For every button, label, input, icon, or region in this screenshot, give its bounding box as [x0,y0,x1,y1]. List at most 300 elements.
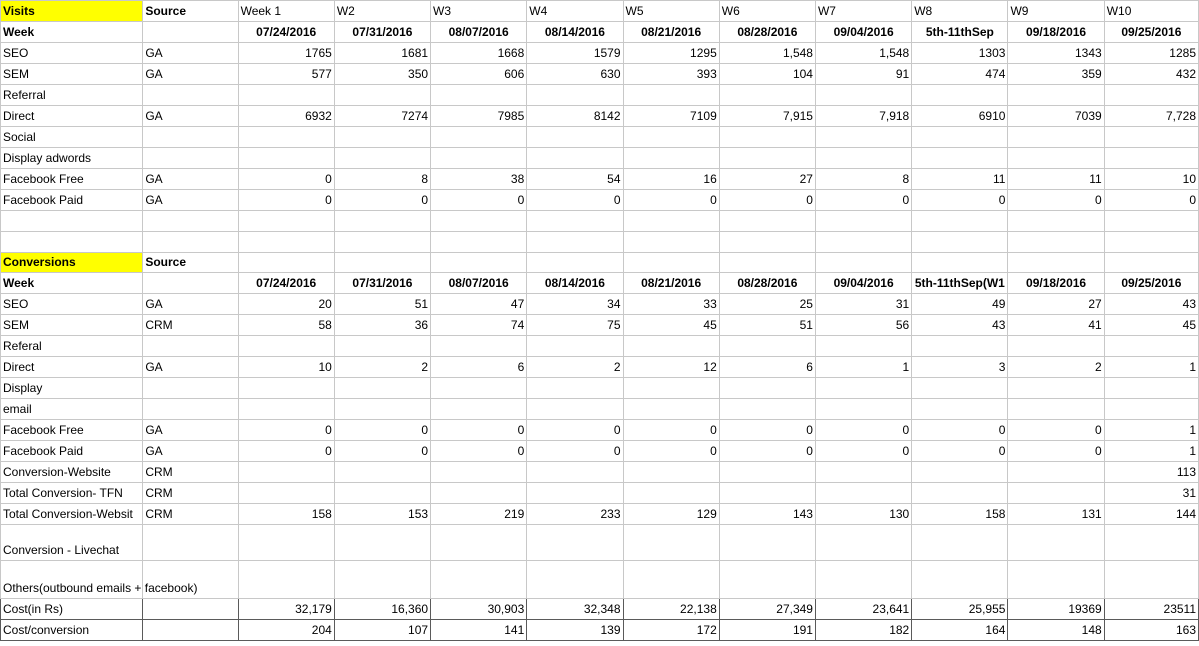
cost-per-conversion-cell[interactable]: 172 [623,620,719,641]
visits-value-cell[interactable]: 11 [912,169,1008,190]
visits-row-source[interactable]: GA [143,190,238,211]
conversions-date-header[interactable]: 09/04/2016 [815,273,911,294]
conversions-date-header[interactable]: 08/07/2016 [431,273,527,294]
visits-value-cell[interactable] [623,85,719,106]
visits-value-cell[interactable]: 6910 [912,106,1008,127]
visits-value-cell[interactable]: 8 [334,169,430,190]
cost-per-conversion-cell[interactable]: 204 [238,620,334,641]
empty-cell[interactable] [334,211,430,232]
empty-cell[interactable] [334,232,430,253]
visits-row-label[interactable]: Social [1,127,143,148]
conversions-row-label[interactable]: Direct [1,357,143,378]
conversions-value-cell[interactable] [527,378,623,399]
empty-cell[interactable] [815,561,911,599]
visits-value-cell[interactable]: 27 [719,169,815,190]
conversions-value-cell[interactable]: 2 [1008,357,1104,378]
empty-cell[interactable] [431,253,527,273]
conversions-value-cell[interactable] [431,483,527,504]
empty-cell[interactable] [527,525,623,561]
cost-per-conversion-cell[interactable]: 107 [334,620,430,641]
cost-value-cell[interactable]: 23,641 [815,599,911,620]
visits-value-cell[interactable]: 0 [238,190,334,211]
empty-cell[interactable] [912,525,1008,561]
conversions-value-cell[interactable] [527,336,623,357]
conversions-value-cell[interactable] [334,399,430,420]
visits-title[interactable]: Visits [1,1,143,22]
visits-date-header[interactable]: 08/21/2016 [623,22,719,43]
visits-value-cell[interactable]: 474 [912,64,1008,85]
conversions-value-cell[interactable] [623,399,719,420]
conversions-value-cell[interactable]: 1 [815,357,911,378]
conversions-value-cell[interactable]: 51 [719,315,815,336]
empty-cell[interactable] [143,22,238,43]
conversions-date-header[interactable]: 07/31/2016 [334,273,430,294]
empty-cell[interactable] [1104,232,1198,253]
conversions-value-cell[interactable]: 0 [815,420,911,441]
conversions-value-cell[interactable] [623,378,719,399]
livechat-label[interactable]: Conversion - Livechat [1,525,143,561]
conversions-row-source[interactable]: GA [143,357,238,378]
visits-value-cell[interactable] [527,148,623,169]
conversions-value-cell[interactable] [623,336,719,357]
conversions-value-cell[interactable]: 0 [334,420,430,441]
visits-date-header[interactable]: 07/24/2016 [238,22,334,43]
conversions-value-cell[interactable]: 0 [912,441,1008,462]
visits-value-cell[interactable] [1104,148,1198,169]
conversions-value-cell[interactable]: 0 [1008,441,1104,462]
conversions-value-cell[interactable] [431,336,527,357]
visits-row-label[interactable]: Facebook Paid [1,190,143,211]
visits-value-cell[interactable]: 577 [238,64,334,85]
visits-value-cell[interactable]: 16 [623,169,719,190]
conversions-value-cell[interactable]: 34 [527,294,623,315]
visits-date-header[interactable]: 08/07/2016 [431,22,527,43]
empty-cell[interactable] [719,232,815,253]
visits-value-cell[interactable]: 91 [815,64,911,85]
visits-value-cell[interactable] [238,148,334,169]
conversions-value-cell[interactable]: 43 [1104,294,1198,315]
conversions-value-cell[interactable]: 153 [334,504,430,525]
visits-value-cell[interactable] [719,85,815,106]
conversions-value-cell[interactable]: 31 [1104,483,1198,504]
conversions-value-cell[interactable] [431,399,527,420]
visits-date-header[interactable]: 07/31/2016 [334,22,430,43]
conversions-row-source[interactable] [143,399,238,420]
conversions-value-cell[interactable] [912,378,1008,399]
conversions-value-cell[interactable]: 130 [815,504,911,525]
conversions-row-source[interactable]: CRM [143,315,238,336]
week-number-header[interactable]: W5 [623,1,719,22]
cost-per-conversion-cell[interactable]: 139 [527,620,623,641]
visits-value-cell[interactable] [334,85,430,106]
conversions-row-label[interactable]: email [1,399,143,420]
conversions-value-cell[interactable]: 1 [1104,357,1198,378]
conversions-value-cell[interactable] [1008,483,1104,504]
visits-value-cell[interactable]: 0 [912,190,1008,211]
conversions-value-cell[interactable] [238,483,334,504]
conversions-value-cell[interactable]: 158 [912,504,1008,525]
conversions-value-cell[interactable] [719,399,815,420]
conversions-value-cell[interactable] [1104,378,1198,399]
conversions-row-label[interactable]: Display [1,378,143,399]
conversions-row-label[interactable]: Conversion-Website [1,462,143,483]
cost-value-cell[interactable]: 23511 [1104,599,1198,620]
conversions-value-cell[interactable]: 20 [238,294,334,315]
empty-cell[interactable] [143,211,238,232]
visits-value-cell[interactable] [238,85,334,106]
empty-cell[interactable] [143,232,238,253]
empty-cell[interactable] [623,232,719,253]
visits-value-cell[interactable]: 1579 [527,43,623,64]
conversions-value-cell[interactable]: 0 [623,441,719,462]
visits-value-cell[interactable]: 606 [431,64,527,85]
visits-date-header[interactable]: 09/18/2016 [1008,22,1104,43]
visits-value-cell[interactable]: 0 [719,190,815,211]
conversions-value-cell[interactable]: 0 [623,420,719,441]
visits-value-cell[interactable]: 1295 [623,43,719,64]
conversions-date-header[interactable]: 08/28/2016 [719,273,815,294]
empty-cell[interactable] [719,525,815,561]
empty-cell[interactable] [623,211,719,232]
conversions-value-cell[interactable]: 27 [1008,294,1104,315]
visits-value-cell[interactable] [1008,127,1104,148]
week-number-header[interactable]: W4 [527,1,623,22]
empty-cell[interactable] [238,253,334,273]
visits-value-cell[interactable]: 7,915 [719,106,815,127]
empty-cell[interactable] [1008,561,1104,599]
empty-cell[interactable] [1008,253,1104,273]
conversions-week-label[interactable]: Week [1,273,143,294]
visits-value-cell[interactable]: 7,918 [815,106,911,127]
conversions-value-cell[interactable]: 0 [1008,420,1104,441]
conversions-row-label[interactable]: SEO [1,294,143,315]
conversions-value-cell[interactable]: 75 [527,315,623,336]
empty-cell[interactable] [912,253,1008,273]
visits-source-header[interactable]: Source [143,1,238,22]
visits-value-cell[interactable]: 1343 [1008,43,1104,64]
conversions-value-cell[interactable] [238,462,334,483]
conversions-source-header[interactable]: Source [143,253,238,273]
conversions-value-cell[interactable]: 0 [238,420,334,441]
empty-cell[interactable] [431,232,527,253]
conversions-row-source[interactable]: GA [143,420,238,441]
visits-row-label[interactable]: SEM [1,64,143,85]
visits-row-label[interactable]: Direct [1,106,143,127]
conversions-date-header[interactable]: 08/14/2016 [527,273,623,294]
conversions-value-cell[interactable]: 129 [623,504,719,525]
conversions-value-cell[interactable] [912,399,1008,420]
visits-value-cell[interactable]: 1303 [912,43,1008,64]
visits-value-cell[interactable] [719,127,815,148]
conversions-value-cell[interactable] [431,378,527,399]
conversions-value-cell[interactable]: 12 [623,357,719,378]
cost-per-conversion-cell[interactable]: 163 [1104,620,1198,641]
conversions-value-cell[interactable]: 158 [238,504,334,525]
cost-label[interactable]: Cost(in Rs) [1,599,143,620]
conversions-value-cell[interactable]: 10 [238,357,334,378]
conversions-value-cell[interactable]: 49 [912,294,1008,315]
visits-value-cell[interactable]: 0 [815,190,911,211]
conversions-title[interactable]: Conversions [1,253,143,273]
conversions-value-cell[interactable]: 33 [623,294,719,315]
week-number-header[interactable]: W8 [912,1,1008,22]
visits-row-source[interactable] [143,85,238,106]
visits-value-cell[interactable] [431,148,527,169]
visits-value-cell[interactable]: 7,728 [1104,106,1198,127]
empty-cell[interactable] [431,525,527,561]
visits-value-cell[interactable] [527,127,623,148]
conversions-row-source[interactable]: CRM [143,483,238,504]
conversions-value-cell[interactable] [719,378,815,399]
visits-value-cell[interactable]: 0 [623,190,719,211]
week-number-header[interactable]: W2 [334,1,430,22]
visits-value-cell[interactable] [815,148,911,169]
cost-value-cell[interactable]: 22,138 [623,599,719,620]
conversions-value-cell[interactable]: 31 [815,294,911,315]
conversions-value-cell[interactable] [1104,336,1198,357]
visits-value-cell[interactable] [815,85,911,106]
visits-value-cell[interactable]: 393 [623,64,719,85]
visits-value-cell[interactable] [1008,148,1104,169]
visits-week-label[interactable]: Week [1,22,143,43]
conversions-value-cell[interactable] [719,336,815,357]
visits-value-cell[interactable]: 7274 [334,106,430,127]
conversions-row-label[interactable]: Facebook Free [1,420,143,441]
empty-cell[interactable] [815,211,911,232]
conversions-value-cell[interactable] [238,378,334,399]
conversions-value-cell[interactable]: 74 [431,315,527,336]
conversions-value-cell[interactable] [527,399,623,420]
conversions-value-cell[interactable]: 45 [623,315,719,336]
conversions-value-cell[interactable] [815,378,911,399]
visits-value-cell[interactable]: 6932 [238,106,334,127]
empty-cell[interactable] [912,232,1008,253]
empty-cell[interactable] [719,211,815,232]
empty-cell[interactable] [1008,232,1104,253]
visits-value-cell[interactable] [238,127,334,148]
conversions-value-cell[interactable]: 43 [912,315,1008,336]
conversions-value-cell[interactable] [719,483,815,504]
visits-value-cell[interactable]: 8 [815,169,911,190]
conversions-value-cell[interactable]: 56 [815,315,911,336]
empty-cell[interactable] [527,561,623,599]
cost-value-cell[interactable]: 16,360 [334,599,430,620]
visits-value-cell[interactable] [623,127,719,148]
visits-row-source[interactable] [143,127,238,148]
conversions-value-cell[interactable] [1008,399,1104,420]
empty-cell[interactable] [1008,211,1104,232]
empty-cell[interactable] [1104,253,1198,273]
conversions-value-cell[interactable]: 219 [431,504,527,525]
conversions-value-cell[interactable]: 41 [1008,315,1104,336]
empty-cell[interactable] [719,253,815,273]
empty-cell[interactable] [143,599,238,620]
conversions-value-cell[interactable]: 143 [719,504,815,525]
empty-cell[interactable] [912,561,1008,599]
empty-cell[interactable] [143,525,238,561]
empty-cell[interactable] [527,253,623,273]
conversions-value-cell[interactable] [912,483,1008,504]
visits-value-cell[interactable]: 0 [238,169,334,190]
empty-cell[interactable] [623,525,719,561]
visits-value-cell[interactable]: 630 [527,64,623,85]
conversions-date-header[interactable]: 08/21/2016 [623,273,719,294]
cost-value-cell[interactable]: 27,349 [719,599,815,620]
conversions-row-source[interactable] [143,336,238,357]
conversions-row-label[interactable]: Total Conversion- TFN [1,483,143,504]
visits-value-cell[interactable]: 1,548 [815,43,911,64]
conversions-value-cell[interactable]: 6 [719,357,815,378]
conversions-date-header[interactable]: 09/18/2016 [1008,273,1104,294]
empty-cell[interactable] [1104,525,1198,561]
visits-value-cell[interactable]: 38 [431,169,527,190]
week-number-header[interactable]: W9 [1008,1,1104,22]
week-number-header[interactable]: W10 [1104,1,1198,22]
empty-cell[interactable] [1104,211,1198,232]
conversions-value-cell[interactable]: 1 [1104,420,1198,441]
conversions-value-cell[interactable] [815,336,911,357]
conversions-value-cell[interactable] [912,462,1008,483]
visits-value-cell[interactable] [1008,85,1104,106]
week-number-header[interactable]: Week 1 [238,1,334,22]
visits-value-cell[interactable] [1104,127,1198,148]
visits-value-cell[interactable]: 1668 [431,43,527,64]
conversions-value-cell[interactable]: 0 [912,420,1008,441]
week-number-header[interactable]: W6 [719,1,815,22]
conversions-value-cell[interactable]: 131 [1008,504,1104,525]
conversions-value-cell[interactable]: 0 [431,420,527,441]
conversions-value-cell[interactable] [1008,336,1104,357]
conversions-value-cell[interactable] [527,483,623,504]
visits-value-cell[interactable] [912,85,1008,106]
visits-value-cell[interactable] [527,85,623,106]
visits-value-cell[interactable]: 0 [1008,190,1104,211]
visits-value-cell[interactable]: 350 [334,64,430,85]
conversions-value-cell[interactable] [334,483,430,504]
conversions-value-cell[interactable] [719,462,815,483]
empty-cell[interactable] [1,232,143,253]
conversions-value-cell[interactable] [1008,378,1104,399]
conversions-value-cell[interactable] [815,462,911,483]
conversions-value-cell[interactable]: 25 [719,294,815,315]
cost-per-conversion-cell[interactable]: 182 [815,620,911,641]
conversions-value-cell[interactable]: 0 [431,441,527,462]
visits-value-cell[interactable]: 54 [527,169,623,190]
visits-value-cell[interactable]: 104 [719,64,815,85]
empty-cell[interactable] [1008,525,1104,561]
visits-value-cell[interactable] [912,148,1008,169]
empty-cell[interactable] [238,525,334,561]
visits-value-cell[interactable]: 1681 [334,43,430,64]
conversions-value-cell[interactable]: 0 [719,420,815,441]
visits-date-header[interactable]: 08/14/2016 [527,22,623,43]
conversions-value-cell[interactable]: 0 [238,441,334,462]
conversions-date-header[interactable]: 5th-11thSep(W1 [912,273,1008,294]
visits-date-header[interactable]: 08/28/2016 [719,22,815,43]
conversions-value-cell[interactable] [623,483,719,504]
visits-value-cell[interactable]: 8142 [527,106,623,127]
conversions-value-cell[interactable] [623,462,719,483]
conversions-value-cell[interactable] [1104,399,1198,420]
conversions-value-cell[interactable]: 2 [334,357,430,378]
conversions-value-cell[interactable] [815,483,911,504]
visits-row-label[interactable]: Referral [1,85,143,106]
visits-value-cell[interactable] [431,85,527,106]
visits-value-cell[interactable]: 7985 [431,106,527,127]
week-number-header[interactable]: W7 [815,1,911,22]
conversions-value-cell[interactable]: 6 [431,357,527,378]
conversions-value-cell[interactable]: 1 [1104,441,1198,462]
conversions-value-cell[interactable]: 51 [334,294,430,315]
cost-value-cell[interactable]: 30,903 [431,599,527,620]
empty-cell[interactable] [431,211,527,232]
conversions-value-cell[interactable] [1008,462,1104,483]
visits-value-cell[interactable] [719,148,815,169]
conversions-value-cell[interactable] [527,462,623,483]
visits-value-cell[interactable] [1104,85,1198,106]
conversions-value-cell[interactable]: 0 [815,441,911,462]
visits-row-source[interactable] [143,148,238,169]
visits-row-label[interactable]: Display adwords [1,148,143,169]
empty-cell[interactable] [143,273,238,294]
empty-cell[interactable] [527,211,623,232]
conversions-value-cell[interactable]: 47 [431,294,527,315]
conversions-value-cell[interactable]: 144 [1104,504,1198,525]
empty-cell[interactable] [238,232,334,253]
empty-cell[interactable] [1104,561,1198,599]
cost-per-conversion-cell[interactable]: 148 [1008,620,1104,641]
visits-value-cell[interactable] [334,148,430,169]
conversions-value-cell[interactable]: 2 [527,357,623,378]
visits-value-cell[interactable]: 1,548 [719,43,815,64]
empty-cell[interactable] [238,211,334,232]
cost-per-conversion-label[interactable]: Cost/conversion [1,620,143,641]
empty-cell[interactable] [719,561,815,599]
visits-value-cell[interactable]: 0 [334,190,430,211]
visits-value-cell[interactable]: 359 [1008,64,1104,85]
conversions-value-cell[interactable]: 0 [527,441,623,462]
visits-row-source[interactable]: GA [143,106,238,127]
empty-cell[interactable] [815,232,911,253]
conversions-row-label[interactable]: Referal [1,336,143,357]
empty-cell[interactable] [527,232,623,253]
conversions-value-cell[interactable] [334,378,430,399]
conversions-value-cell[interactable]: 45 [1104,315,1198,336]
week-number-header[interactable]: W3 [431,1,527,22]
cost-per-conversion-cell[interactable]: 164 [912,620,1008,641]
visits-value-cell[interactable] [431,127,527,148]
conversions-date-header[interactable]: 07/24/2016 [238,273,334,294]
conversions-row-source[interactable]: GA [143,441,238,462]
empty-cell[interactable] [334,253,430,273]
empty-cell[interactable] [143,620,238,641]
visits-value-cell[interactable] [815,127,911,148]
conversions-row-label[interactable]: Total Conversion-Websit [1,504,143,525]
visits-value-cell[interactable]: 0 [527,190,623,211]
conversions-value-cell[interactable]: 233 [527,504,623,525]
conversions-value-cell[interactable] [334,462,430,483]
empty-cell[interactable] [1,211,143,232]
visits-value-cell[interactable]: 0 [431,190,527,211]
empty-cell[interactable] [623,253,719,273]
conversions-value-cell[interactable]: 0 [334,441,430,462]
others-label[interactable]: Others(outbound emails + facebook) [1,561,143,599]
conversions-value-cell[interactable] [238,336,334,357]
visits-value-cell[interactable]: 10 [1104,169,1198,190]
conversions-row-source[interactable]: GA [143,294,238,315]
visits-date-header[interactable]: 5th-11thSep [912,22,1008,43]
visits-row-source[interactable]: GA [143,169,238,190]
